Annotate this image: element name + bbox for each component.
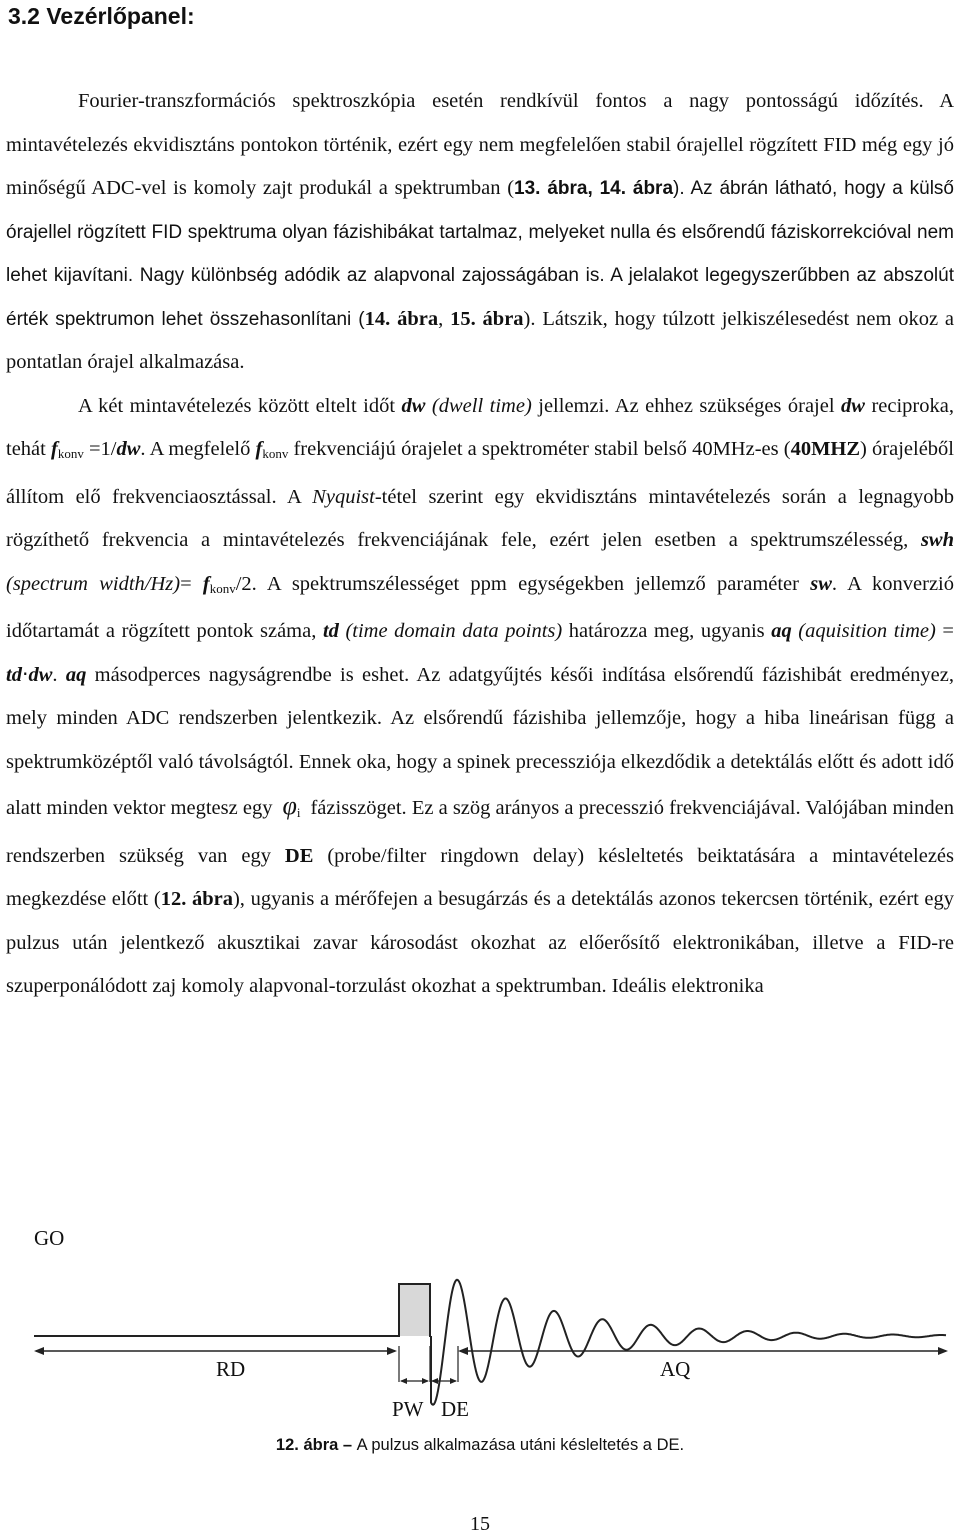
arrowhead — [400, 1378, 407, 1384]
figure-caption: 12. ábra – A pulzus alkalmazása utáni késleltetés a DE. — [275, 1436, 685, 1454]
figure-reference: 15. ábra — [450, 307, 524, 330]
term-td: td — [322, 620, 339, 642]
term-aq: aq — [771, 620, 792, 642]
arrowhead — [938, 1347, 948, 1355]
term-sw: sw — [810, 572, 832, 595]
fid-signal — [431, 1280, 946, 1405]
figure-reference: 12. ábra — [160, 888, 233, 910]
pulse-sequence-figure — [0, 1200, 960, 1460]
section-heading: 3.2 Vezérlőpanel: — [8, 3, 195, 29]
page-number: 15 — [470, 1513, 490, 1535]
arrowhead — [431, 1378, 438, 1384]
caption-number: 12. ábra — [275, 1436, 339, 1454]
term-de: DE — [284, 844, 314, 867]
arrowhead — [422, 1378, 429, 1384]
arrowhead — [458, 1347, 468, 1355]
label-aq: AQ — [660, 1357, 691, 1381]
pulse-baseline — [34, 1284, 431, 1336]
caption-text: A pulzus alkalmazása utáni késleltetés a DE. — [356, 1436, 685, 1454]
rf-pulse — [400, 1285, 429, 1336]
label-de: DE — [441, 1397, 469, 1421]
term-dw: dw — [401, 394, 426, 417]
paragraph-1: Fourier-transzformációs spektroszkópia esetén rendkívül fontos a nagy pontosságú időzítés. A mintavételezés ekvidisztáns pontokon történik, ezért egy nem megfelelően stabil órajellel rögzített FID még egy jó minőségű ADC-vel is komoly zajt produkál a spektrumban (13. ábra, 14. ábra). Az ábrán látható, hogy a külső órajellel rögzített FID spektruma olyan fázishibákat tartalmaz, melyeket nulla és elsőrendű fáziskorrekcióval nem lehet kijavítani. Nagy különbség adódik az alapvonal zajosságában is. A jelalakot legegyszerűbben az abszolút érték spektrumon lehet összehasonlítani (14. ábra, 15. ábra). Látszik, hogy túlzott jelkiszélesedést nem okoz a pontatlan órajel alkalmazása. — [6, 90, 955, 373]
arrowhead — [450, 1378, 457, 1384]
pulse-sequence-diagram — [0, 1200, 960, 1460]
body-text — [6, 80, 954, 1009]
label-rd: RD — [216, 1357, 246, 1381]
arrowhead — [34, 1347, 44, 1355]
arrowhead — [387, 1347, 397, 1355]
term-swh: swh — [920, 529, 954, 551]
figure-reference: 13. ábra, 14. ábra — [514, 178, 674, 199]
phi-symbol: $\varphi_i$ — [282, 791, 301, 820]
label-pw: PW — [392, 1397, 424, 1421]
paragraph-2: A két mintavételezés között eltelt időt dw (dwell time) jellemzi. Az ehhez szükséges órajel dw reciproka, tehát $f_{konv} =1/dw$. A megfelelő $f_{konv}$ frekvenciájú órajelet a spektrométer stabil belső 40MHz-es (40MHZ) órajeléből állítom elő frekvenciaosztással. A Nyquist-tétel szerint egy ekvidisztáns mintavételezés során a legnagyobb rögzíthető frekvencia a mintavételezés frekvenciájának fele, ezért jelen esetben a spektrumszélesség, swh (spectrum width/Hz)= $f_{konv}/2$. A spektrumszélességet ppm egységekben jellemző paraméter sw. A konverzió időtartamát a rögzített pontok száma, td (time domain data points) határozza meg, ugyanis aq (aquisition time) = td⋅dw. aq másodperces nagyságrendbe is eshet. Az adatgyűjtés késői indítása elsőrendű fázishibát eredményez, mely minden ADC rendszerben jelentkezik. Az elsőrendű fázishiba jellemzője, hogy a hiba lineárisan függ a spektrumközéptől való távolságtól. Ennek oka, hogy a spinek precessziója elkezdődik a detektálás előtt és adott idő alatt minden vektor megtesz egy $\varphi_i$ fázisszöget. Ez a szög arányos a precesszió frekvenciájával. Valójában minden rendszerben szükség van egy DE (probe/filter ringdown delay) késleltetés beiktatására a mintavételezés megkezdése előtt (12. ábra), ugyanis a mérőfejen a besugárzás és a detektálás azonos tekercsen történik, ezért egy pulzus után jelentkező akusztikai zavar károsodást okozhat az előerősítő elektronikában, illetve a FID-re szuperponálódott zaj komoly alapvonal-torzulást okozhat a spektrumban. Ideális elektronika — [6, 394, 955, 997]
label-go: GO — [34, 1226, 65, 1250]
figure-reference: 14. ábra — [364, 307, 439, 330]
